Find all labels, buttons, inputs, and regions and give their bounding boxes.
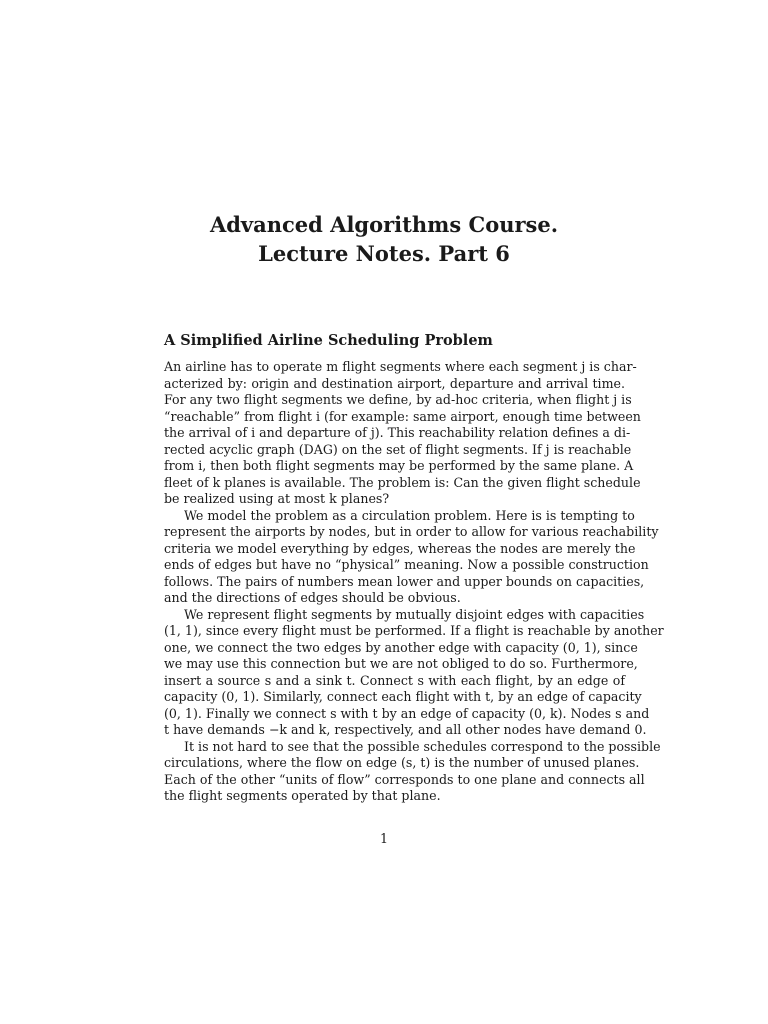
title-line-1: Advanced Algorithms Course.	[209, 212, 559, 237]
paragraph	[164, 738, 661, 805]
text-line: ends of edges but have no “physical” meaning. Now a possible construction	[164, 557, 649, 572]
text-line: fleet of k planes is available. The problem is: Can the given flight schedule	[164, 474, 641, 490]
body-text	[164, 359, 664, 805]
text-line: insert a source s and a sink t. Connect s with each flight, by an edge of	[164, 672, 625, 688]
paragraph	[164, 359, 641, 508]
paragraph	[164, 606, 664, 739]
document-title	[0, 210, 768, 268]
paragraph	[164, 507, 659, 607]
text-line: (1, 1), since every flight must be performed. If a flight is reachable by another	[164, 623, 664, 638]
text-line: We represent flight segments by mutually disjoint edges with capacities	[184, 606, 645, 622]
text-line: An airline has to operate m flight segments where each segment j is char-	[164, 359, 637, 374]
text-line: the arrival of i and departure of j). This reachability relation defines a di-	[164, 425, 631, 440]
text-line: from i, then both flight segments may be performed by the same plane. A	[164, 458, 634, 473]
text-line: criteria we model everything by edges, whereas the nodes are merely the	[164, 540, 636, 556]
text-line: circulations, where the flow on edge (s, t) is the number of unused planes.	[164, 755, 640, 770]
page-number: 1	[379, 831, 388, 846]
text-line: t have demands −k and k, respectively, and all other nodes have demand 0.	[164, 722, 647, 737]
text-line: represent the airports by nodes, but in order to allow for various reachability	[164, 524, 659, 539]
text-line: (0, 1). Finally we connect s with t by an edge of capacity (0, k). Nodes s and	[164, 705, 650, 721]
text-line: “reachable” from flight i (for example: same airport, enough time between	[164, 408, 641, 424]
text-line: capacity (0, 1). Similarly, connect each flight with t, by an edge of capacity	[164, 689, 642, 704]
text-line: the flight segments operated by that plane.	[164, 788, 441, 803]
title-line-2: Lecture Notes. Part 6	[258, 241, 510, 266]
text-line: acterized by: origin and destination airport, departure and arrival time.	[164, 375, 625, 391]
text-line: one, we connect the two edges by another edge with capacity (0, 1), since	[164, 639, 638, 655]
text-line: rected acyclic graph (DAG) on the set of flight segments. If j is reachable	[164, 441, 632, 457]
text-line: Each of the other “units of flow” corresponds to one plane and connects all	[164, 771, 645, 787]
text-line: be realized using at most k planes?	[164, 491, 390, 506]
text-line: follows. The pairs of numbers mean lower and upper bounds on capacities,	[164, 573, 645, 589]
text-line: and the directions of edges should be obvious.	[164, 590, 461, 605]
text-line: we may use this connection but we are not obliged to do so. Furthermore,	[164, 656, 638, 671]
text-line: We model the problem as a circulation problem. Here is is tempting to	[184, 507, 635, 523]
text-line: It is not hard to see that the possible schedules correspond to the possible	[184, 738, 661, 754]
section-heading: A Simplified Airline Scheduling Problem	[164, 332, 493, 349]
text-line: For any two flight segments we define, by ad-hoc criteria, when flight j is	[164, 392, 632, 407]
